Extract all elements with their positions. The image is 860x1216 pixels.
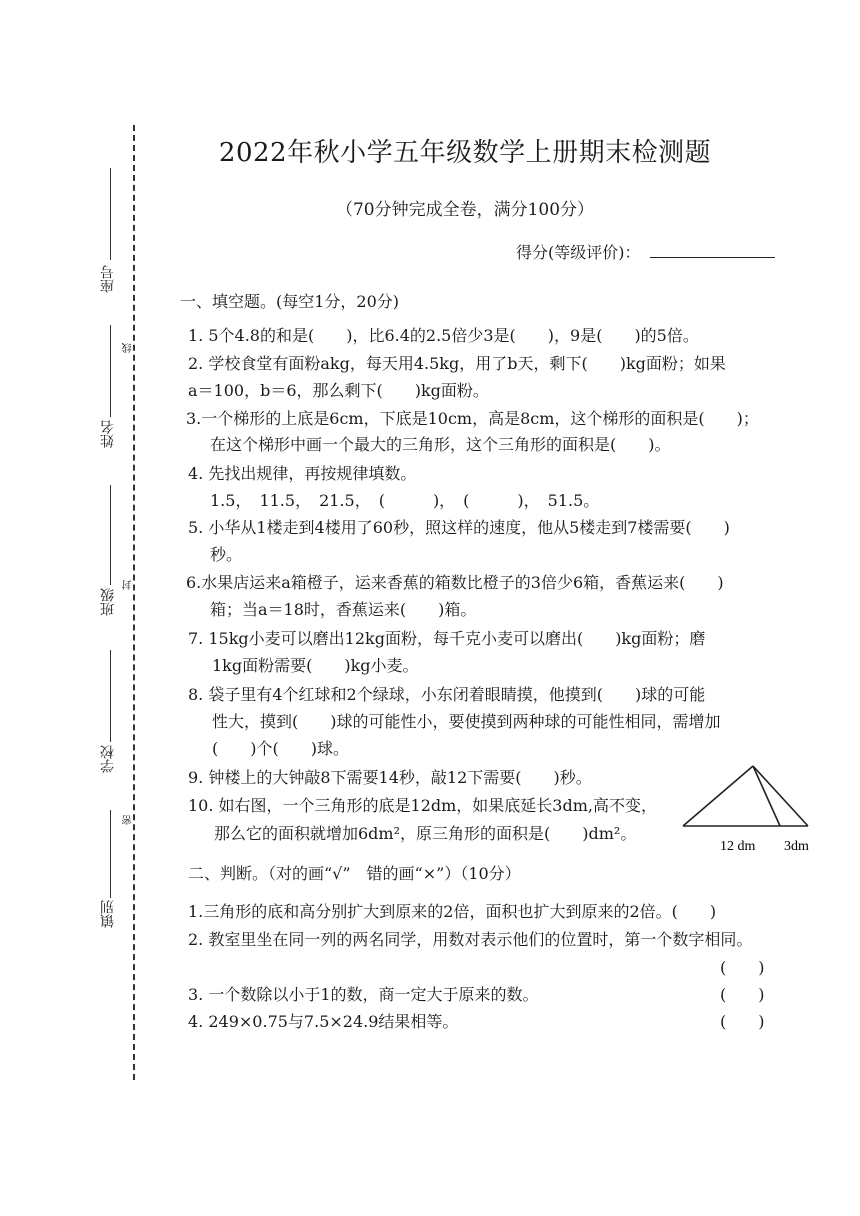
q3-line1: 3.一个梯形的上底是6cm，下底是10cm，高是8cm，这个梯形的面积是( )； bbox=[186, 409, 759, 428]
name-line bbox=[110, 325, 111, 417]
binding-dashed-line bbox=[133, 125, 135, 1080]
section2-heading: 二、判断。（对的画“√” 错的画“×”）（10分） bbox=[188, 864, 521, 883]
q8-line2: 性大，摸到( )球的可能性小，要使摸到两种球的可能性相同，需增加 bbox=[212, 712, 721, 731]
q1-line: 1. 5个4.8的和是( )，比6.4的2.5倍少3是( )，9是( )的5倍。 bbox=[188, 326, 699, 345]
q10-line1: 10. 如右图，一个三角形的底是12dm，如果底延长3dm,高不变， bbox=[188, 796, 657, 815]
figure-extended-right-side bbox=[753, 766, 808, 826]
name-label: 姓名 bbox=[100, 420, 116, 448]
triangle-figure bbox=[678, 760, 818, 856]
judge4-blank: ( ) bbox=[720, 1012, 765, 1031]
figure-extension-label: 3dm bbox=[784, 839, 809, 854]
judge1-line: 1.三角形的底和高分别扩大到原来的2倍，面积也扩大到原来的2倍。( ) bbox=[188, 902, 717, 921]
q5-line1: 5. 小华从1楼走到4楼用了60秒，照这样的速度，他从5楼走到7楼需要( ) bbox=[188, 518, 730, 537]
school-label: 学校 bbox=[100, 745, 116, 773]
q6-line2: 箱；当a＝18时，香蕉运来( )箱。 bbox=[210, 600, 477, 619]
binding-mark-line: 线 bbox=[123, 343, 134, 353]
q6-line1: 6.水果店运来a箱橙子，运来香蕉的箱数比橙子的3倍少6箱，香蕉运来( ) bbox=[186, 573, 724, 592]
seat-number-label: 座号 bbox=[100, 265, 116, 293]
binding-mark-seal: 封 bbox=[123, 580, 134, 590]
judge3-blank: ( ) bbox=[720, 985, 765, 1004]
judge3-line: 3. 一个数除以小于1的数，商一定大于原来的数。 bbox=[188, 985, 539, 1004]
exam-title: 2022年秋小学五年级数学上册期末检测题 bbox=[218, 138, 712, 168]
q8-line3: ( )个( )球。 bbox=[212, 739, 349, 758]
class-label: 班级 bbox=[100, 588, 116, 616]
judge4-line: 4. 249×0.75与7.5×24.9结果相等。 bbox=[188, 1012, 459, 1031]
school-line bbox=[110, 650, 111, 742]
town-label: 镇别 bbox=[100, 900, 116, 928]
q2-line2: a＝100，b＝6，那么剩下( )kg面粉。 bbox=[188, 381, 489, 400]
figure-base-label: 12 dm bbox=[720, 839, 756, 854]
score-blank bbox=[650, 257, 775, 258]
town-line bbox=[110, 810, 111, 898]
class-line bbox=[110, 485, 111, 585]
figure-left-side bbox=[683, 766, 753, 826]
q10-line2: 那么它的面积就增加6dm²，原三角形的面积是( )dm²。 bbox=[214, 824, 637, 843]
q8-line1: 8. 袋子里有4个红球和2个绿球，小东闭着眼睛摸，他摸到( )球的可能 bbox=[188, 685, 706, 704]
binding-mark-secret: 密 bbox=[123, 815, 134, 825]
q9-line: 9. 钟楼上的大钟敲8下需要14秒，敲12下需要( )秒。 bbox=[188, 768, 592, 787]
figure-original-right-side bbox=[753, 766, 780, 826]
q2-line1: 2. 学校食堂有面粉akg，每天用4.5kg，用了b天，剩下( )kg面粉；如果 bbox=[188, 354, 726, 373]
q7-line2: 1kg面粉需要( )kg小麦。 bbox=[212, 656, 419, 675]
judge2-line1: 2. 教室里坐在同一列的两名同学，用数对表示他们的位置时，第一个数字相同。 bbox=[188, 930, 753, 949]
q5-line2: 秒。 bbox=[210, 545, 243, 564]
exam-subtitle: （70分钟完成全卷，满分100分） bbox=[335, 200, 595, 220]
q3-line2: 在这个梯形中画一个最大的三角形，这个三角形的面积是( )。 bbox=[210, 435, 671, 454]
section1-heading: 一、填空题。(每空1分，20分) bbox=[180, 292, 400, 311]
q4-line1: 4. 先找出规律，再按规律填数。 bbox=[188, 464, 417, 483]
score-label: 得分(等级评价)： bbox=[516, 243, 641, 262]
q4-sequence: 1.5， 11.5， 21.5， ( )， ( )， 51.5。 bbox=[210, 491, 600, 510]
judge2-blank: ( ) bbox=[720, 958, 765, 977]
q7-line1: 7. 15kg小麦可以磨出12kg面粉，每千克小麦可以磨出( )kg面粉；磨 bbox=[188, 629, 706, 648]
